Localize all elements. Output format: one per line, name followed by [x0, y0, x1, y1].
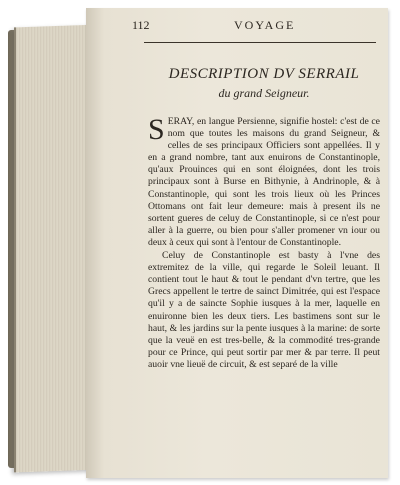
paragraph-1 — [148, 113, 380, 249]
header-rule — [144, 42, 376, 43]
section-subtitle: du grand Seigneur. — [218, 86, 310, 100]
page-edges — [14, 25, 96, 473]
running-head: VOYAGE — [234, 18, 296, 32]
book-page — [86, 8, 388, 478]
paragraph-2: Celuy de Constantinople est basty à l'vne des extremitez de la ville, qui regarde le Soleil leuant. Il contient tout le haut & tout le pendant d'vn tertre, que les Grecs appellent le tertre de sainct Dimitrée, qui est l'espace qu'il y a de saincte Sophie iusques à la mer, laquelle en enuironne bien les deux tiers. Les bastimens sont sur le haut, & les jardins sur la pente iusques à la marine: de sorte que la veuë en est tres-belle, & la commodité tres-grande pour ce Prince, qui peut sortir par mer & par terre. Il peut auoir vne lieuë de circuit, & est separé de la ville — [148, 250, 380, 370]
paragraph-1-text: ERAY, en langue Persienne, signifie hostel: c'est de ce nom que toutes les maisons du grand Seigneur, & celles de ses principaux Officiers sont appellées. Il y en a grand nombre, tant aux enuirons de Constantinople, qu'aux Prouinces qui en sont éloignées, dont les trois principaux sont à Burse en Bithynie, à Andrinople, & à Constantinople, qui sont les trois lieux où les Princes Ottomans ont fait leur demeure: mais à present ils ne sortent gueres de celuy de Constantinople, si ce n'est pour aller à la guerre, ou bien pour s'aller promener vn iour ou deux à ceux qui sont à l'entour de Constantinople. — [148, 116, 380, 248]
body-text — [148, 113, 380, 371]
page-header — [86, 16, 388, 34]
section-title: DESCRIPTION DV SERRAIL — [168, 66, 360, 82]
page-number: 112 — [132, 18, 150, 32]
drop-cap: S — [148, 113, 165, 146]
